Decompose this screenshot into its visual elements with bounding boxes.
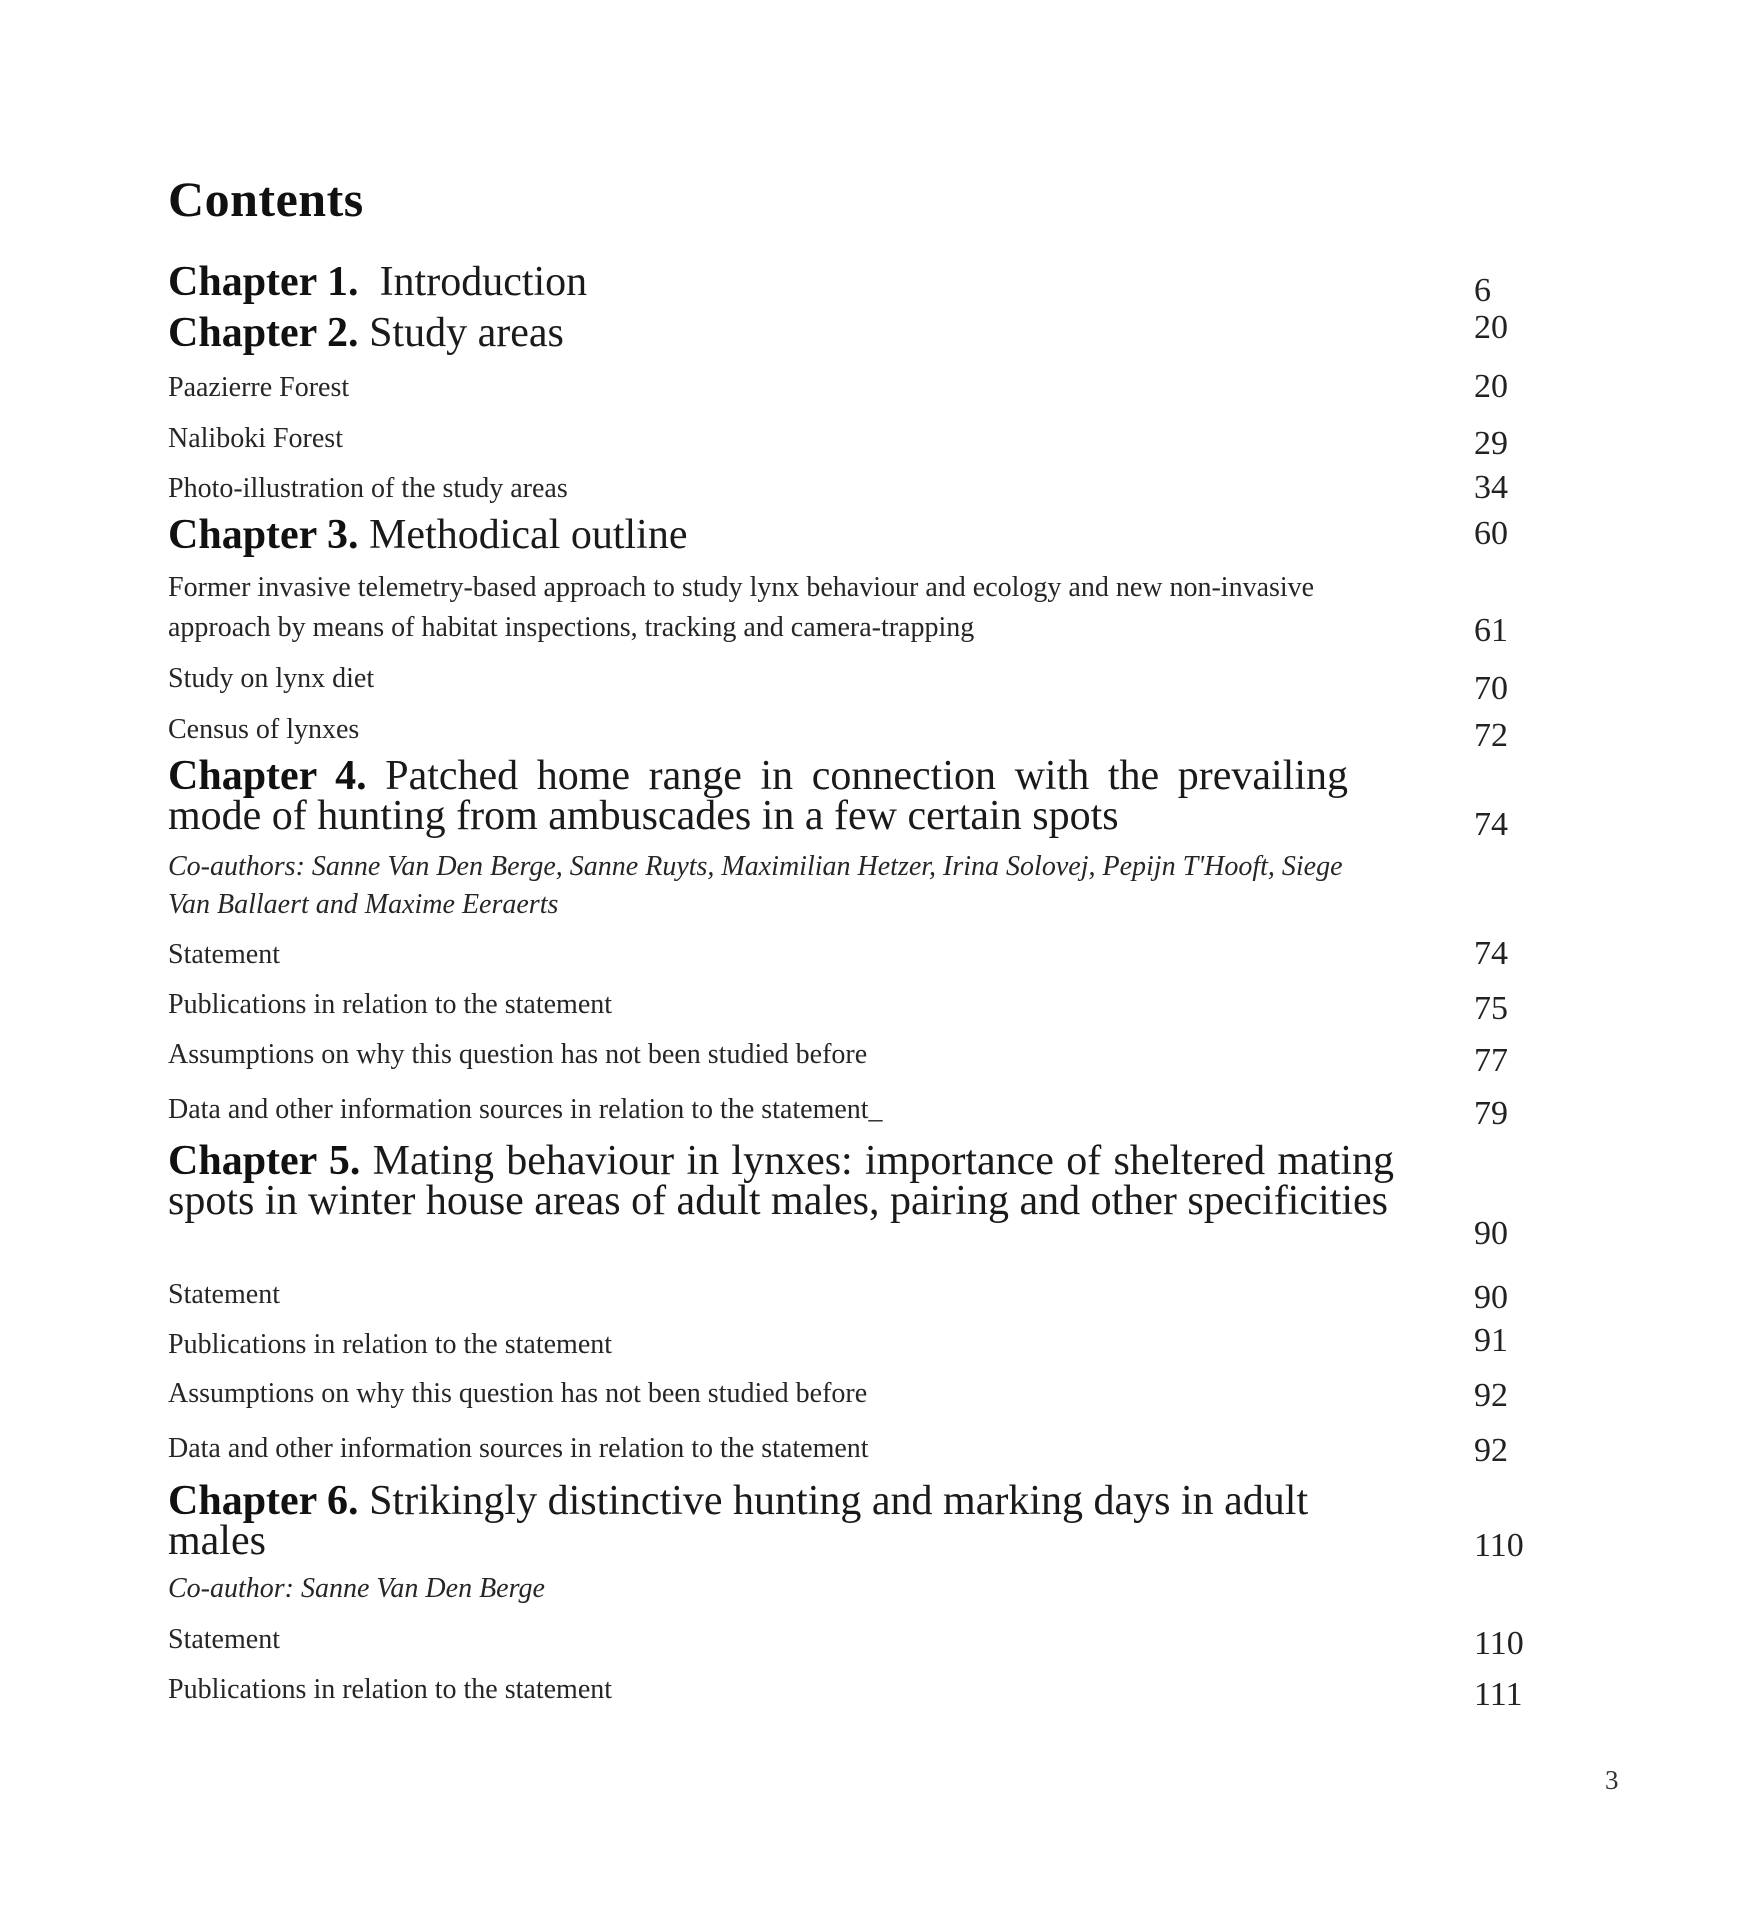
toc-section: Statement 90	[168, 1275, 1408, 1315]
chapter-title: Methodical outline	[369, 512, 688, 558]
toc-section: Data and other information sources in relation to the statement 92	[168, 1429, 1408, 1469]
toc-section: Assumptions on why this question has not been studied before 77	[168, 1035, 1408, 1075]
page-number-ref: 20	[1474, 309, 1508, 346]
page-number-ref: 90	[1474, 1215, 1508, 1252]
page-number-ref: 90	[1474, 1279, 1508, 1316]
toc-section: Naliboki Forest 29	[168, 419, 1408, 459]
page-number-ref: 75	[1474, 990, 1508, 1027]
toc-section: Publications in relation to the statement 91	[168, 1325, 1408, 1365]
toc-section: Former invasive telemetry-based approach to study lynx behaviour and ecology and new non-invasive approach by means of habitat inspections, tracking and camera-trapping 61	[168, 568, 1408, 648]
page-number-ref: 60	[1474, 515, 1508, 552]
chapter-title: Patched home range in connection with the prevailing mode of hunting from ambuscades in a few certain spots	[168, 753, 1348, 839]
chapter-title: Strikingly distinctive hunting and marking days in adult males	[168, 1478, 1309, 1564]
page-number-ref: 92	[1474, 1377, 1508, 1414]
toc-section: Statement 74	[168, 935, 1408, 975]
chapter-title: Introduction	[379, 259, 588, 305]
page-number-ref: 20	[1474, 368, 1508, 405]
page-number-ref: 110	[1474, 1625, 1524, 1662]
toc-chapter-5	[168, 1138, 1508, 1252]
toc-section: Study on lynx diet 70	[168, 659, 1408, 699]
chapter-label: Chapter 6.	[168, 1478, 359, 1524]
toc-section: Publications in relation to the statement 75	[168, 985, 1408, 1025]
toc-section: Paazierre Forest 20	[168, 368, 1408, 408]
toc-coauthors: Co-author: Sanne Van Den Berge	[168, 1573, 545, 1604]
toc-section: Photo-illustration of the study areas 34	[168, 469, 1408, 509]
page-number-ref: 92	[1474, 1432, 1508, 1469]
page-number-ref: 111	[1474, 1676, 1523, 1713]
toc-coauthors: Co-authors: Sanne Van Den Berge, Sanne Ruyts, Maximilian Hetzer, Irina Solovej, Pepijn T'Hooft, Siege Van Ballaert and Maxime Eeraerts	[168, 851, 1343, 920]
chapter-label: Chapter 3.	[168, 512, 359, 558]
toc-section: Publications in relation to the statement 111	[168, 1670, 1408, 1710]
toc-chapter-3	[168, 512, 1508, 558]
toc-chapter-1	[168, 259, 1491, 309]
toc-chapter-4	[168, 753, 1508, 843]
chapter-label: Chapter 1.	[168, 259, 359, 305]
page-number-ref: 74	[1474, 806, 1508, 843]
page-number-ref: 77	[1474, 1042, 1508, 1079]
page-number-ref: 79	[1474, 1095, 1508, 1132]
toc-section: Assumptions on why this question has not been studied before 92	[168, 1374, 1408, 1414]
page-number-ref: 34	[1474, 469, 1508, 506]
page-number-ref: 70	[1474, 670, 1508, 707]
chapter-label: Chapter 2.	[168, 310, 359, 356]
page-number: 3	[1605, 1765, 1619, 1795]
toc-section: Data and other information sources in relation to the statement_ 79	[168, 1090, 1408, 1130]
page-number-ref: 29	[1474, 425, 1508, 462]
toc-section: Statement 110	[168, 1620, 1408, 1660]
page-number-ref: 72	[1474, 717, 1508, 754]
page-number-ref: 110	[1474, 1527, 1524, 1564]
toc-chapter-2	[168, 309, 1508, 356]
chapter-title: Study areas	[369, 310, 564, 356]
chapter-title: Mating behaviour in lynxes: importance of sheltered mating spots in winter house areas of adult males, pairing and other specificities	[168, 1138, 1394, 1224]
chapter-label: Chapter 4.	[168, 753, 367, 799]
toc-chapter-6	[168, 1478, 1524, 1564]
page-number-ref: 61	[1474, 612, 1508, 649]
page-title: Contents	[168, 171, 364, 227]
page-number-ref: 6	[1474, 272, 1491, 309]
chapter-label: Chapter 5.	[168, 1138, 361, 1184]
page-number-ref: 91	[1474, 1322, 1508, 1359]
page-number-ref: 74	[1474, 935, 1508, 972]
toc-section: Census of lynxes 72	[168, 710, 1408, 750]
